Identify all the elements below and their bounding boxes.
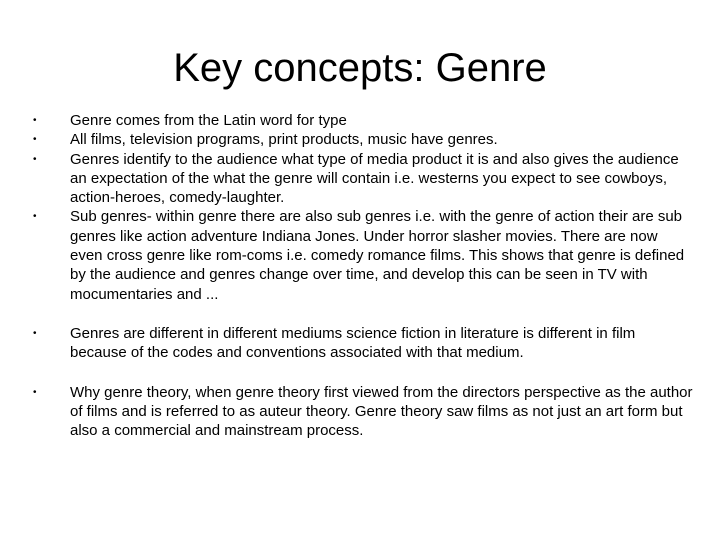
bullet-text: Genres identify to the audience what type of media product it is and also gives the audience an expectation of the what the genre will contain i.e. westerns you expect to see cowboys, action-heroes, comedy-laughter.	[70, 150, 679, 207]
bullet-list	[33, 111, 693, 440]
bullet-item	[33, 324, 693, 363]
bullet-dot-icon: •	[33, 327, 37, 339]
bullet-text: Sub genres- within genre there are also sub genres i.e. with the genre of action their are sub genres like action adventure Indiana Jones. Under horror slasher movies. There are now even cross genre like rom-coms i.e. comedy romance films. This shows that genre is defined by the audience and genres change over time, and develop this can be seen in TV with mocumentaries and ...	[70, 208, 685, 303]
slide-title: Key concepts: Genre	[173, 46, 547, 90]
bullet-dot-icon: •	[33, 115, 37, 126]
bullet-text: Genre comes from the Latin word for type	[70, 112, 347, 129]
bullet-dot-icon: •	[33, 211, 37, 223]
bullet-item	[33, 130, 693, 149]
bullet-text: Why genre theory, when genre theory first viewed from the directors perspective as the author of films and is referred to as auteur theory. Genre theory saw films as not just an art form but also a commercial and mainstream process.	[70, 383, 693, 440]
bullet-dot-icon: •	[33, 134, 37, 146]
bullet-item	[33, 111, 693, 130]
bullet-item	[33, 207, 693, 303]
bullet-item	[33, 150, 693, 208]
bullet-dot-icon: •	[33, 153, 37, 165]
bullet-dot-icon: •	[33, 386, 37, 398]
bullet-text: Genres are different in different mediums science fiction in literature is different in film because of the codes and conventions associated with that medium.	[70, 324, 636, 362]
bullet-text: All films, television programs, print products, music have genres.	[70, 131, 498, 149]
bullet-item	[33, 383, 693, 441]
